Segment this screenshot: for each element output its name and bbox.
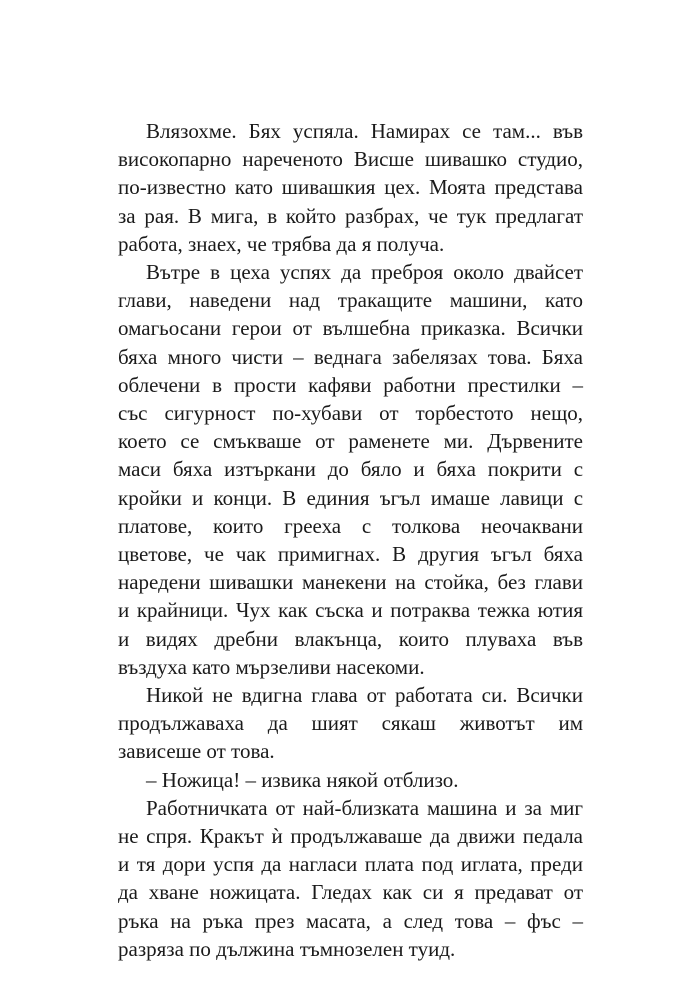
paragraph-5 [118,794,583,963]
paragraph-1 [118,117,583,258]
text-line: което се смъкваше от раменете ми. Дървените [118,429,583,454]
text-line: продължаваха да шият сякаш животът им [118,711,583,736]
text-line: ръка на ръка през масата, а след това – фъс – [118,908,584,933]
text-line: омагьосани герои от вълшебна приказка. Всички [118,316,584,341]
text-line: платове, които грееха с толкова неочаквани [118,513,584,538]
text-line: глави, наведени над тракащите машини, като [118,288,584,313]
text-line: Влязохме. Бях успяла. Намирах се там... във [146,119,584,143]
text-line: въздуха като мързеливи насекоми. [118,654,425,679]
text-line: цветове, че чак примигнах. В другия ъгъл бяха [118,542,583,567]
text-line: – Ножица! – извика някой отблизо. [146,767,459,792]
text-line: със сигурност по-хубави от торбестото нещо, [118,401,583,426]
text-line: облечени в прости кафяви работни престилки – [118,372,583,397]
text-line: по-известно като шивашкия цех. Моята представа [118,175,583,200]
text-line: Вътре в цеха успях да преброя около двайсет [146,260,584,285]
paragraph-2 [118,258,583,681]
text-line: зависеше от това. [118,739,275,764]
paragraph-4 [118,766,583,794]
text-line: Никой не вдигна глава от работата си. Всички [146,683,583,708]
text-line: работа, знаех, че трябва да я получа. [118,231,445,256]
text-line: разряза по дължина тъмнозелен туид. [118,936,456,961]
text-line: и крайници. Чух как съска и потраква тежка ютия [118,598,584,623]
text-line: и тя дори успя да нагласи плата под иглата, преди [118,852,583,877]
text-line: не спря. Кракът ѝ продължаваше да движи педала [118,824,583,849]
body-text [118,117,583,963]
text-line: високопарно нареченото Висше шивашко студио, [118,147,583,172]
text-line: да хване ножицата. Гледах как си я предават от [118,880,584,905]
paragraph-3 [118,681,583,766]
text-line: кройки и конци. В единия ъгъл имаше лавици с [118,485,584,510]
text-line: и видях дребни влакънца, които плуваха във [118,626,583,651]
text-line: наредени шивашки манекени на стойка, без глави [118,570,584,595]
text-line: Работничката от най-близката машина и за миг [146,795,583,820]
text-line: маси бяха изтъркани до бяло и бяха покрити с [118,457,584,482]
text-line: за рая. В мига, в който разбрах, че тук предлагат [118,203,583,228]
text-line: бяха много чисти – веднага забелязах това. Бяха [118,344,583,369]
